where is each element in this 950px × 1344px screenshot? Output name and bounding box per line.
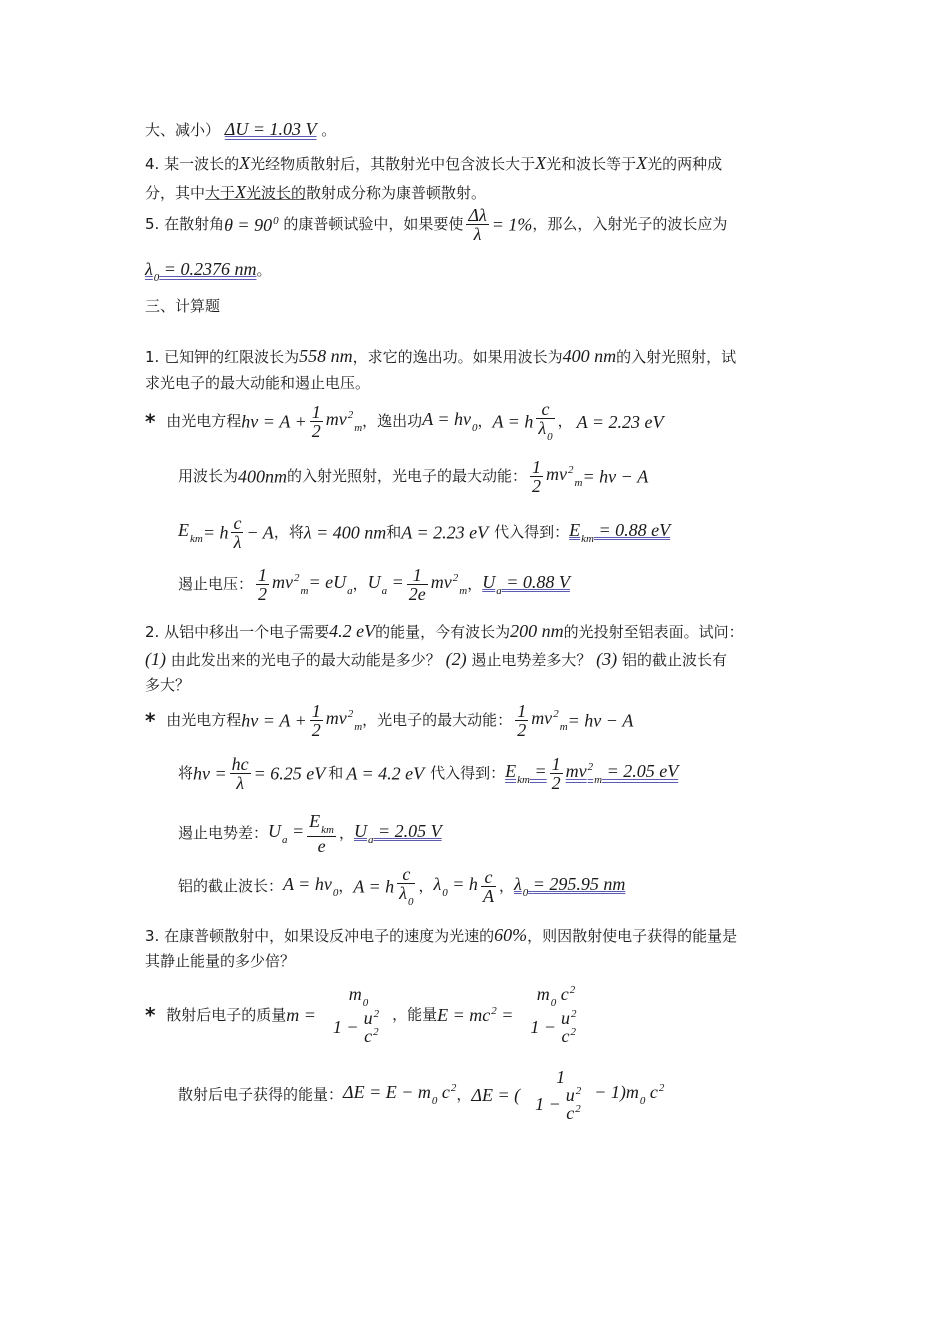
fraction-half bbox=[550, 755, 563, 792]
superscript: 2 bbox=[569, 984, 576, 996]
text: 光和波长等于 bbox=[546, 155, 637, 173]
subscript: m bbox=[300, 584, 309, 597]
comma: ， bbox=[352, 575, 368, 593]
text: 的康普顿试验中，如果要使 bbox=[283, 215, 464, 233]
fraction-1-2e bbox=[407, 566, 428, 603]
fraction bbox=[466, 206, 488, 243]
text: 3. 在康普顿散射中，如果设反冲电子的速度为光速的 bbox=[145, 927, 495, 945]
text: 用波长为 bbox=[178, 467, 239, 485]
text: 的入射光照射，光电子的最大动能： bbox=[287, 467, 528, 485]
denominator: 2 bbox=[532, 476, 542, 496]
comma: ， bbox=[477, 412, 493, 430]
p1-solution-4 bbox=[178, 566, 570, 603]
text: ，光电子的最大动能： bbox=[362, 711, 513, 729]
denominator bbox=[397, 883, 415, 908]
denominator: λ bbox=[466, 224, 488, 243]
subscript: 0 bbox=[442, 886, 448, 899]
p2-line-3: 多大？ bbox=[145, 676, 191, 694]
u: U bbox=[367, 571, 381, 592]
denominator: 2 bbox=[311, 421, 321, 441]
mv: mv bbox=[325, 408, 347, 429]
star-bullet: * bbox=[145, 708, 156, 733]
fraction-half bbox=[310, 702, 323, 739]
value: = 2.05 eV bbox=[606, 760, 679, 781]
c: c bbox=[649, 1082, 658, 1102]
formula bbox=[422, 408, 478, 434]
u: u bbox=[561, 1008, 571, 1028]
inner-fraction bbox=[535, 1086, 586, 1122]
formula: A = 2.23 eV bbox=[401, 522, 489, 543]
subscript: m bbox=[559, 720, 568, 733]
text: 的能量，今有波长为 bbox=[375, 623, 511, 641]
text: ，那么，入射光子的波长应为 bbox=[532, 215, 728, 233]
item-number: (3) bbox=[596, 649, 618, 669]
formula-part: − 1)m bbox=[594, 1082, 639, 1102]
subscript: a bbox=[368, 833, 374, 846]
numerator: hc bbox=[231, 754, 249, 774]
denominator: e bbox=[307, 836, 336, 855]
subscript: 0 bbox=[431, 1095, 438, 1107]
text: 光波长的 bbox=[246, 184, 307, 202]
p2-line-1 bbox=[145, 622, 744, 640]
answer-ua bbox=[482, 571, 570, 597]
formula-part: A = hν bbox=[283, 873, 332, 894]
value: = 0.2376 nm bbox=[163, 259, 257, 279]
text: 的光投射至铝表面。试问： bbox=[563, 623, 744, 641]
item-number: (2) bbox=[445, 649, 467, 669]
superscript: 2 bbox=[491, 1005, 497, 1017]
mv2 bbox=[565, 760, 679, 786]
u: U bbox=[482, 571, 496, 592]
comma: ， bbox=[498, 877, 514, 895]
p2-solution-3 bbox=[178, 812, 442, 855]
inner-fraction bbox=[333, 1009, 384, 1045]
equals-value: = 1% bbox=[491, 214, 533, 235]
theta-formula bbox=[224, 215, 279, 235]
superscript: 2 bbox=[568, 463, 574, 476]
formula bbox=[343, 1082, 457, 1107]
superscript: 2 bbox=[571, 1008, 577, 1020]
subscript: 0 bbox=[547, 431, 553, 443]
numerator bbox=[307, 812, 336, 836]
subscript: 0 bbox=[153, 272, 160, 284]
c: c bbox=[566, 1103, 575, 1123]
text: 分，其中 bbox=[145, 184, 206, 202]
u2-c2 bbox=[362, 1009, 382, 1045]
numerator: 1 bbox=[258, 565, 268, 585]
mv: mv bbox=[325, 707, 347, 728]
text: 铝的截止波长： bbox=[178, 877, 284, 895]
subscript: km bbox=[517, 773, 530, 786]
fraction-gamma bbox=[530, 1068, 591, 1122]
fraction-half bbox=[515, 702, 528, 739]
formula: A = 4.2 eV bbox=[346, 763, 425, 784]
p3-solution-1 bbox=[145, 985, 590, 1045]
denominator bbox=[536, 418, 554, 443]
equals: = bbox=[501, 1005, 514, 1025]
superscript: 2 bbox=[452, 571, 459, 584]
formula-part: = eU bbox=[308, 571, 347, 592]
q4-line-2 bbox=[145, 183, 486, 201]
mv: mv bbox=[272, 571, 294, 592]
subscript: m bbox=[354, 421, 363, 434]
lambda: λ bbox=[513, 873, 522, 894]
numerator: Δλ bbox=[468, 205, 487, 225]
p2-solution-1 bbox=[145, 702, 633, 739]
denominator bbox=[362, 1027, 382, 1045]
text: 4. 某一波长的 bbox=[145, 155, 240, 173]
text: 1. 已知钾的红限波长为 bbox=[145, 348, 300, 366]
formula bbox=[367, 571, 404, 597]
numerator: c bbox=[233, 513, 242, 533]
formula-part: A = hν bbox=[422, 408, 471, 429]
text: 的入射光照射，试 bbox=[616, 348, 737, 366]
q5-answer bbox=[145, 260, 271, 284]
subscript: 0 bbox=[362, 997, 369, 1009]
superscript: 2 bbox=[658, 1082, 665, 1094]
text: 5. 在散射角 bbox=[145, 215, 225, 233]
p1-solution-2 bbox=[178, 458, 648, 495]
star-bullet: * bbox=[145, 1003, 156, 1027]
text: 将 bbox=[178, 764, 194, 782]
x-symbol: X bbox=[636, 153, 648, 173]
u: u bbox=[565, 1085, 575, 1105]
mv: mv bbox=[565, 760, 587, 781]
answer-lambda bbox=[145, 259, 257, 284]
formula bbox=[437, 1005, 513, 1025]
u: u bbox=[363, 1008, 373, 1028]
e: E bbox=[178, 519, 189, 540]
formula: λ = 400 nm bbox=[303, 522, 387, 543]
mv2 bbox=[325, 707, 363, 733]
text: 由光电方程 bbox=[166, 412, 242, 430]
subscript: a bbox=[282, 833, 288, 846]
fraction-ekm-e bbox=[307, 812, 336, 855]
text: 由此发出来的光电子的最大动能是多少？ bbox=[170, 651, 441, 669]
p3-line-1 bbox=[145, 926, 737, 944]
numerator: 1 bbox=[556, 1067, 566, 1087]
value: = 2.05 V bbox=[378, 820, 442, 841]
comma: ， bbox=[339, 824, 355, 842]
fraction-half bbox=[310, 403, 323, 440]
numerator bbox=[328, 985, 389, 1009]
superscript: 2 bbox=[294, 571, 300, 584]
subscript: m bbox=[459, 584, 468, 597]
lambda: λ bbox=[399, 883, 407, 903]
c: c bbox=[441, 1082, 450, 1102]
denominator: A bbox=[482, 886, 494, 906]
e: E bbox=[309, 811, 321, 831]
m: m bbox=[536, 984, 550, 1004]
value: 400 nm bbox=[562, 346, 617, 366]
value: = 0.88 V bbox=[506, 571, 570, 592]
p3-line-2: 其静止能量的多少倍？ bbox=[145, 952, 296, 970]
star-bullet: * bbox=[145, 409, 156, 434]
fraction-relativistic-mass bbox=[328, 985, 389, 1045]
text: ，则因散射使电子获得的能量是 bbox=[527, 927, 738, 945]
u: U bbox=[354, 820, 368, 841]
subscript: 0 bbox=[472, 421, 478, 434]
answer-ua bbox=[354, 820, 442, 846]
numerator bbox=[564, 1086, 584, 1104]
text: 光经物质散射后，其散射光中包含波长大于 bbox=[250, 155, 536, 173]
item-number: (1) bbox=[145, 649, 166, 669]
text: 光的两种成 bbox=[647, 155, 723, 173]
lambda: λ bbox=[145, 259, 153, 279]
formula: hν = A + bbox=[241, 710, 307, 731]
text: 遏止电压： bbox=[178, 575, 254, 593]
formula: A = h bbox=[353, 876, 395, 897]
text: 遏止电势差多大？ bbox=[471, 651, 592, 669]
u2-c2 bbox=[564, 1086, 584, 1122]
subscript: a bbox=[347, 584, 353, 597]
value: = 295.95 nm bbox=[532, 873, 626, 894]
formula-delta-u: ΔU = 1.03 V bbox=[224, 119, 317, 139]
e-km bbox=[178, 519, 203, 545]
x-symbol: X bbox=[239, 153, 251, 173]
denominator bbox=[525, 1009, 586, 1045]
superscript: 2 bbox=[373, 1026, 379, 1038]
formula bbox=[433, 873, 478, 899]
text: 遏止电势差： bbox=[178, 824, 269, 842]
text: 铝的截止波长有 bbox=[621, 651, 727, 669]
numerator: 1 bbox=[311, 402, 321, 422]
text: 代入得到： bbox=[430, 764, 506, 782]
numerator: c bbox=[484, 867, 493, 887]
denominator bbox=[559, 1027, 579, 1045]
subscript: a bbox=[381, 584, 388, 597]
comma: ， bbox=[456, 1085, 472, 1104]
value: 400nm bbox=[238, 466, 288, 487]
fraction-hc-lambda bbox=[230, 755, 251, 792]
value: 200 nm bbox=[510, 621, 564, 641]
q4-line-1 bbox=[145, 154, 722, 172]
subscript: 0 bbox=[332, 886, 339, 899]
value: = 6.25 eV bbox=[253, 763, 326, 784]
p1-solution-3 bbox=[178, 514, 670, 551]
value: 558 nm bbox=[299, 346, 353, 366]
numerator: 1 bbox=[311, 701, 321, 721]
text: ，能量 bbox=[392, 1005, 438, 1024]
numerator: 1 bbox=[532, 457, 542, 477]
u: U bbox=[268, 820, 282, 841]
formula: hν = bbox=[193, 763, 227, 784]
formula: ΔE = ( bbox=[471, 1085, 521, 1105]
denominator bbox=[328, 1009, 389, 1045]
text: 2. 从铝中移出一个电子需要 bbox=[145, 623, 330, 641]
superscript: 0 bbox=[273, 214, 279, 227]
p2-line-2 bbox=[145, 650, 727, 668]
numerator bbox=[362, 1009, 382, 1027]
comma: ， bbox=[557, 412, 573, 430]
formula: = h bbox=[202, 522, 229, 543]
p2-solution-4 bbox=[178, 865, 625, 908]
formula-part: E = mc bbox=[437, 1005, 491, 1025]
mv2 bbox=[272, 571, 309, 597]
fraction-c-a bbox=[481, 868, 496, 905]
comma: ， bbox=[418, 877, 434, 895]
inner-fraction bbox=[530, 1009, 581, 1045]
text: 。 bbox=[256, 261, 272, 279]
e: E bbox=[569, 519, 581, 540]
text: ，将 bbox=[273, 523, 304, 541]
text: 和 bbox=[328, 764, 344, 782]
lambda: λ bbox=[538, 418, 547, 438]
one-minus: 1 − bbox=[332, 1017, 359, 1037]
subscript: km bbox=[581, 532, 594, 545]
value: = 0.88 eV bbox=[598, 519, 671, 540]
fraction-c-lambda0 bbox=[397, 865, 415, 908]
mv2 bbox=[531, 707, 568, 733]
formula bbox=[268, 820, 305, 846]
mv2 bbox=[430, 571, 468, 597]
mv2 bbox=[325, 408, 363, 434]
denominator: 2 bbox=[258, 584, 268, 604]
denominator: λ bbox=[231, 532, 243, 551]
subscript: km bbox=[321, 824, 334, 836]
formula bbox=[283, 873, 339, 899]
mv2 bbox=[546, 463, 583, 489]
subscript: 0 bbox=[522, 886, 529, 899]
subscript: m bbox=[594, 773, 603, 786]
text: 散射后电子获得的能量： bbox=[178, 1085, 344, 1104]
answer-lambda0 bbox=[513, 873, 626, 899]
u2-c2 bbox=[559, 1009, 579, 1045]
mv: mv bbox=[546, 463, 568, 484]
formula-part: = h bbox=[452, 873, 478, 894]
fraction-half bbox=[256, 566, 269, 603]
denominator bbox=[530, 1086, 591, 1122]
text: 和 bbox=[386, 523, 402, 541]
formula: = hν − A bbox=[567, 710, 634, 731]
superscript: 2 bbox=[373, 1008, 380, 1020]
one-minus: 1 − bbox=[535, 1094, 561, 1114]
lambda: λ bbox=[433, 873, 442, 894]
comma: ， bbox=[338, 877, 354, 895]
equals: = bbox=[292, 820, 305, 841]
text: 。 bbox=[321, 121, 337, 139]
formula bbox=[594, 1082, 665, 1107]
equals: = bbox=[391, 571, 404, 592]
denominator: λ bbox=[230, 773, 251, 792]
numerator bbox=[559, 1009, 579, 1027]
numerator bbox=[525, 985, 586, 1009]
c: c bbox=[561, 1026, 570, 1046]
fraction-c-lambda bbox=[536, 400, 554, 443]
fraction-relativistic-energy bbox=[525, 985, 586, 1045]
denominator: 2e bbox=[408, 584, 426, 604]
p2-solution-2 bbox=[178, 755, 678, 792]
line-1 bbox=[145, 120, 336, 138]
fraction-half bbox=[530, 458, 543, 495]
answer-ekm bbox=[505, 754, 679, 793]
formula: = hν − A bbox=[582, 466, 649, 487]
theta: θ = 90 bbox=[224, 214, 273, 235]
comma: ， bbox=[467, 575, 483, 593]
one-minus: 1 − bbox=[530, 1017, 557, 1037]
formula: m = bbox=[286, 1005, 316, 1025]
superscript: 2 bbox=[450, 1082, 457, 1094]
p3-solution-2 bbox=[178, 1068, 664, 1122]
numerator: 1 bbox=[551, 754, 561, 774]
text: ，逸出功 bbox=[362, 412, 423, 430]
subscript: 0 bbox=[407, 896, 414, 908]
subscript: a bbox=[496, 584, 502, 597]
numerator: 1 bbox=[517, 701, 527, 721]
formula-part: ΔE = E − m bbox=[343, 1082, 431, 1102]
subscript: 0 bbox=[639, 1095, 646, 1107]
mv: mv bbox=[531, 707, 553, 728]
denominator: 2 bbox=[551, 773, 561, 793]
answer-ekm bbox=[569, 519, 671, 545]
formula: − A bbox=[246, 522, 274, 543]
denominator: 2 bbox=[517, 720, 527, 740]
m: m bbox=[348, 984, 362, 1004]
p1-line-2: 求光电子的最大动能和遏止电压。 bbox=[145, 374, 371, 392]
text: 大于 bbox=[205, 184, 236, 202]
text: 大、减小） bbox=[145, 121, 221, 139]
value: 60% bbox=[494, 925, 528, 945]
subscript: 0 bbox=[550, 997, 557, 1009]
denominator bbox=[564, 1104, 584, 1122]
numerator: c bbox=[541, 399, 550, 419]
formula: hν = A + bbox=[241, 411, 307, 432]
text: 由光电方程 bbox=[166, 711, 242, 729]
equals: = bbox=[534, 760, 547, 781]
formula: A = h bbox=[492, 411, 534, 432]
superscript: 2 bbox=[347, 408, 354, 421]
formula bbox=[308, 571, 353, 597]
section-title: 三、计算题 bbox=[145, 297, 221, 315]
superscript: 2 bbox=[553, 707, 559, 720]
text: ，求它的逸出功。如果用波长为 bbox=[352, 348, 563, 366]
x-symbol: X bbox=[235, 182, 247, 202]
superscript: 2 bbox=[575, 1085, 582, 1097]
denominator: 2 bbox=[311, 720, 321, 740]
subscript: m bbox=[354, 720, 363, 733]
p1-line-1 bbox=[145, 347, 736, 365]
text: 散射成分称为康普顿散射。 bbox=[306, 184, 487, 202]
mv: mv bbox=[430, 571, 452, 592]
q5-line-1 bbox=[145, 206, 727, 243]
superscript: 2 bbox=[570, 1026, 577, 1038]
value: 4.2 eV bbox=[329, 621, 376, 641]
text: 代入得到： bbox=[494, 523, 570, 541]
subscript: m bbox=[574, 476, 583, 489]
e-km bbox=[505, 760, 547, 786]
numerator: 1 bbox=[412, 565, 422, 585]
formula: A = 2.23 eV bbox=[576, 411, 664, 432]
superscript: 2 bbox=[587, 760, 594, 773]
subscript: km bbox=[190, 532, 203, 545]
fraction-c-lambda bbox=[231, 514, 243, 551]
c: c bbox=[560, 984, 569, 1004]
superscript: 2 bbox=[575, 1103, 581, 1115]
x-symbol: X bbox=[535, 153, 547, 173]
p1-solution-1 bbox=[145, 400, 663, 443]
numerator: c bbox=[402, 864, 411, 884]
text: 散射后电子的质量 bbox=[166, 1005, 287, 1024]
superscript: 2 bbox=[347, 707, 354, 720]
c: c bbox=[364, 1026, 373, 1046]
e: E bbox=[505, 760, 517, 781]
